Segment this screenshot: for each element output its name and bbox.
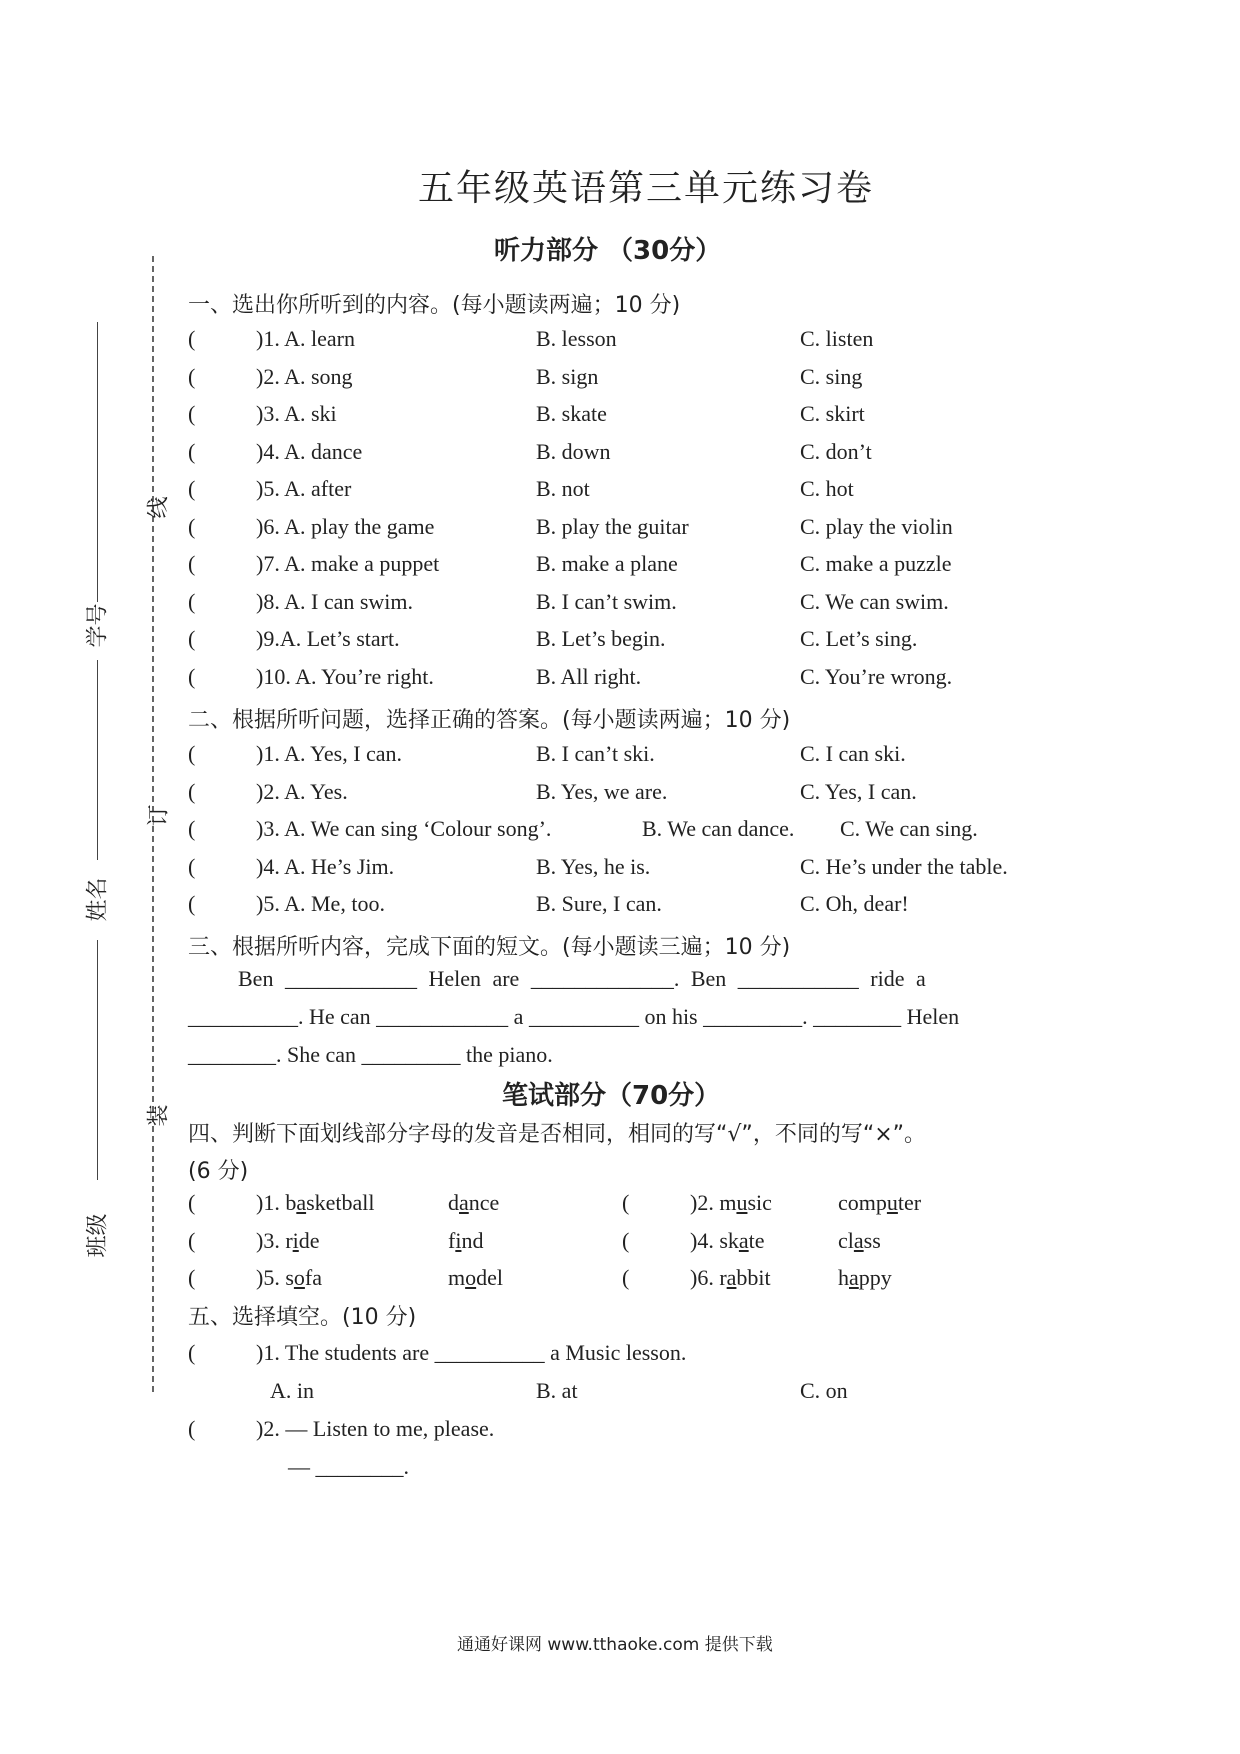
underlined-letter: o bbox=[465, 1265, 477, 1290]
item-number: )2. bbox=[690, 1190, 720, 1215]
banji-label: 班级 bbox=[85, 1213, 111, 1258]
question-option-b: B. I can’t ski. bbox=[536, 741, 655, 766]
item-number: )1. bbox=[256, 1190, 286, 1215]
phonics-word-3 bbox=[690, 1265, 771, 1291]
answer-paren: ( bbox=[622, 1227, 630, 1253]
item-number: )4. bbox=[690, 1227, 720, 1253]
question-option-b: B. I can’t swim. bbox=[536, 588, 677, 614]
question-option-c: C. listen bbox=[800, 326, 874, 351]
question-option-a: )4. A. dance bbox=[256, 438, 363, 464]
question-option-a: )4. A. He’s Jim. bbox=[256, 853, 395, 879]
question-option-c: C. hot bbox=[800, 476, 854, 501]
underlined-letter: a bbox=[853, 1227, 864, 1253]
answer-paren: ( bbox=[188, 551, 196, 576]
q1-paren: ( bbox=[188, 1340, 196, 1365]
question-option-b: B. not bbox=[536, 476, 590, 501]
passage-line-3: ________. She can _________ the piano. bbox=[188, 1042, 553, 1067]
question-option-c: C. He’s under the table. bbox=[800, 853, 1008, 879]
word-suffix: ss bbox=[863, 1227, 881, 1253]
question-option-b: B. Yes, he is. bbox=[536, 853, 651, 879]
answer-paren: ( bbox=[188, 853, 196, 879]
question-option-c: C. Oh, dear! bbox=[800, 891, 909, 916]
xingming-label: 姓名 bbox=[85, 877, 111, 922]
item-number: )5. bbox=[256, 1265, 286, 1290]
phonics-word-2 bbox=[448, 1228, 483, 1254]
question-option-b: B. Let’s begin. bbox=[536, 626, 666, 651]
answer-paren: ( bbox=[188, 1265, 196, 1290]
answer-paren: ( bbox=[188, 588, 196, 614]
xingming-line bbox=[97, 940, 98, 1180]
word-suffix: nd bbox=[461, 1227, 484, 1253]
section3-heading: 三、根据所听内容，完成下面的短文。(每小题读三遍；10 分) bbox=[188, 935, 791, 960]
question-option-a: )7. A. make a puppet bbox=[256, 551, 440, 576]
answer-paren: ( bbox=[188, 778, 196, 804]
question-option-a: )2. A. Yes. bbox=[256, 778, 348, 804]
answer-paren: ( bbox=[188, 816, 196, 841]
word-suffix: ter bbox=[897, 1190, 922, 1215]
question-option-c: C. We can sing. bbox=[840, 816, 978, 841]
question-option-c: C. skirt bbox=[800, 401, 865, 426]
question-option-b: B. play the guitar bbox=[536, 513, 689, 539]
question-option-c: C. We can swim. bbox=[800, 588, 949, 614]
question-option-b: B. We can dance. bbox=[642, 816, 795, 841]
word-prefix: r bbox=[285, 1227, 293, 1253]
item-number: )3. bbox=[256, 1227, 286, 1253]
item-number: )6. bbox=[690, 1265, 720, 1290]
question-option-c: C. You’re wrong. bbox=[800, 663, 953, 689]
word-prefix: r bbox=[719, 1265, 727, 1290]
phonics-word-2 bbox=[448, 1190, 499, 1216]
phonics-word-4 bbox=[838, 1265, 892, 1291]
word-suffix: sic bbox=[747, 1190, 772, 1215]
xuehao-line-lower bbox=[97, 660, 98, 860]
underlined-letter: u bbox=[736, 1190, 748, 1215]
answer-paren: ( bbox=[188, 476, 196, 501]
underlined-letter: u bbox=[886, 1190, 898, 1215]
q2-paren: ( bbox=[188, 1416, 196, 1441]
underlined-letter: a bbox=[726, 1265, 737, 1290]
question-option-b: B. Sure, I can. bbox=[536, 891, 662, 916]
phonics-word-4 bbox=[838, 1190, 921, 1216]
answer-paren: ( bbox=[188, 626, 196, 651]
phonics-word-1 bbox=[256, 1265, 322, 1291]
phonics-word-2 bbox=[448, 1265, 503, 1291]
question-option-b: B. sign bbox=[536, 363, 599, 389]
binding-label-xian: 线 bbox=[146, 496, 172, 519]
underlined-letter: i bbox=[455, 1227, 462, 1253]
word-prefix: sk bbox=[719, 1227, 739, 1253]
answer-paren: ( bbox=[622, 1265, 630, 1290]
page-title: 五年级英语第三单元练习卷 bbox=[418, 168, 875, 209]
question-option-a: )1. A. learn bbox=[256, 326, 355, 351]
question-option-a: )10. A. You’re right. bbox=[256, 663, 434, 689]
question-option-a: )6. A. play the game bbox=[256, 513, 435, 539]
question-option-a: )2. A. song bbox=[256, 363, 353, 389]
word-suffix: te bbox=[748, 1227, 765, 1253]
answer-paren: ( bbox=[188, 513, 196, 539]
word-prefix: s bbox=[285, 1265, 294, 1290]
question-option-b: B. All right. bbox=[536, 663, 642, 689]
question-option-c: C. don’t bbox=[800, 438, 872, 464]
section4-points: (6 分) bbox=[188, 1159, 249, 1184]
word-prefix: d bbox=[448, 1190, 459, 1215]
word-prefix: m bbox=[719, 1190, 737, 1215]
phonics-word-3 bbox=[690, 1190, 772, 1216]
question-option-b: B. skate bbox=[536, 401, 607, 426]
word-prefix: m bbox=[448, 1265, 466, 1290]
writing-heading: 笔试部分（70分） bbox=[502, 1081, 721, 1111]
answer-paren: ( bbox=[622, 1190, 630, 1215]
binding-label-ding: 订 bbox=[146, 804, 172, 827]
xuehao-line bbox=[97, 322, 98, 602]
word-suffix: de bbox=[298, 1227, 320, 1253]
section4-heading: 四、判断下面划线部分字母的发音是否相同，相同的写“√”，不同的写“×”。 bbox=[188, 1122, 927, 1147]
answer-paren: ( bbox=[188, 401, 196, 426]
underlined-letter: a bbox=[738, 1227, 749, 1253]
section2-heading: 二、根据所听问题，选择正确的答案。(每小题读两遍；10 分) bbox=[188, 708, 791, 733]
phonics-word-3 bbox=[690, 1228, 765, 1254]
answer-paren: ( bbox=[188, 1190, 196, 1215]
question-option-a: )5. A. Me, too. bbox=[256, 891, 385, 916]
binding-label-zhuang: 装 bbox=[146, 1104, 172, 1127]
word-suffix: ppy bbox=[858, 1265, 892, 1290]
question-option-c: C. I can ski. bbox=[800, 741, 906, 766]
phonics-word-4 bbox=[838, 1228, 881, 1254]
footer-source: 通通好课网 www.tthaoke.com 提供下载 bbox=[457, 1635, 773, 1655]
question-option-a: )3. A. We can sing ‘Colour song’. bbox=[256, 816, 552, 841]
q1-text: )1. The students are __________ a Music lesson. bbox=[256, 1340, 687, 1365]
answer-paren: ( bbox=[188, 663, 196, 689]
word-prefix: f bbox=[448, 1227, 456, 1253]
answer-paren: ( bbox=[188, 1227, 196, 1253]
question-option-b: B. down bbox=[536, 438, 611, 464]
section1-heading: 一、选出你所听到的内容。(每小题读两遍；10 分) bbox=[188, 293, 681, 318]
underlined-letter: a bbox=[459, 1190, 469, 1215]
q2-text: )2. — Listen to me, please. bbox=[256, 1416, 495, 1441]
underlined-letter: i bbox=[292, 1227, 299, 1253]
question-option-c: C. sing bbox=[800, 363, 863, 389]
word-prefix: b bbox=[285, 1190, 297, 1215]
underlined-letter: a bbox=[849, 1265, 859, 1290]
listening-heading: 听力部分 （30分） bbox=[494, 236, 722, 266]
xuehao-label: 学号 bbox=[85, 603, 111, 648]
question-option-a: )5. A. after bbox=[256, 476, 352, 501]
passage-line-2: __________. He can ____________ a __________ on his _________. ________ Helen bbox=[188, 1004, 960, 1029]
q1-option-a: A. in bbox=[270, 1378, 314, 1403]
word-suffix: sketball bbox=[306, 1190, 375, 1215]
question-option-a: )9.A. Let’s start. bbox=[256, 626, 400, 651]
question-option-c: C. make a puzzle bbox=[800, 551, 952, 576]
answer-paren: ( bbox=[188, 741, 196, 766]
q1-option-b: B. at bbox=[536, 1378, 578, 1403]
word-prefix: comp bbox=[838, 1190, 887, 1215]
question-option-b: B. lesson bbox=[536, 326, 617, 351]
answer-paren: ( bbox=[188, 891, 196, 916]
phonics-word-1 bbox=[256, 1190, 375, 1216]
answer-paren: ( bbox=[188, 363, 196, 389]
word-suffix: bbit bbox=[736, 1265, 771, 1290]
question-option-a: )3. A. ski bbox=[256, 401, 337, 426]
question-option-c: C. Yes, I can. bbox=[800, 778, 917, 804]
answer-paren: ( bbox=[188, 438, 196, 464]
underlined-letter: a bbox=[296, 1190, 307, 1215]
word-suffix: nce bbox=[468, 1190, 500, 1215]
passage-line-1: Ben ____________ Helen are _____________. Ben ___________ ride a bbox=[238, 966, 926, 991]
question-option-c: C. play the violin bbox=[800, 513, 953, 539]
question-option-b: B. Yes, we are. bbox=[536, 778, 668, 804]
q2-reply: — ________. bbox=[288, 1454, 409, 1479]
question-option-a: )8. A. I can swim. bbox=[256, 588, 414, 614]
question-option-a: )1. A. Yes, I can. bbox=[256, 741, 403, 766]
word-prefix: cl bbox=[838, 1227, 854, 1253]
q1-option-c: C. on bbox=[800, 1378, 848, 1403]
phonics-word-1 bbox=[256, 1228, 320, 1254]
underlined-letter: o bbox=[293, 1265, 305, 1290]
question-option-c: C. Let’s sing. bbox=[800, 626, 918, 651]
word-suffix: fa bbox=[304, 1265, 322, 1290]
question-option-b: B. make a plane bbox=[536, 551, 678, 576]
word-suffix: del bbox=[476, 1265, 504, 1290]
section5-heading: 五、选择填空。(10 分) bbox=[188, 1305, 417, 1330]
word-prefix: h bbox=[838, 1265, 849, 1290]
answer-paren: ( bbox=[188, 326, 196, 351]
